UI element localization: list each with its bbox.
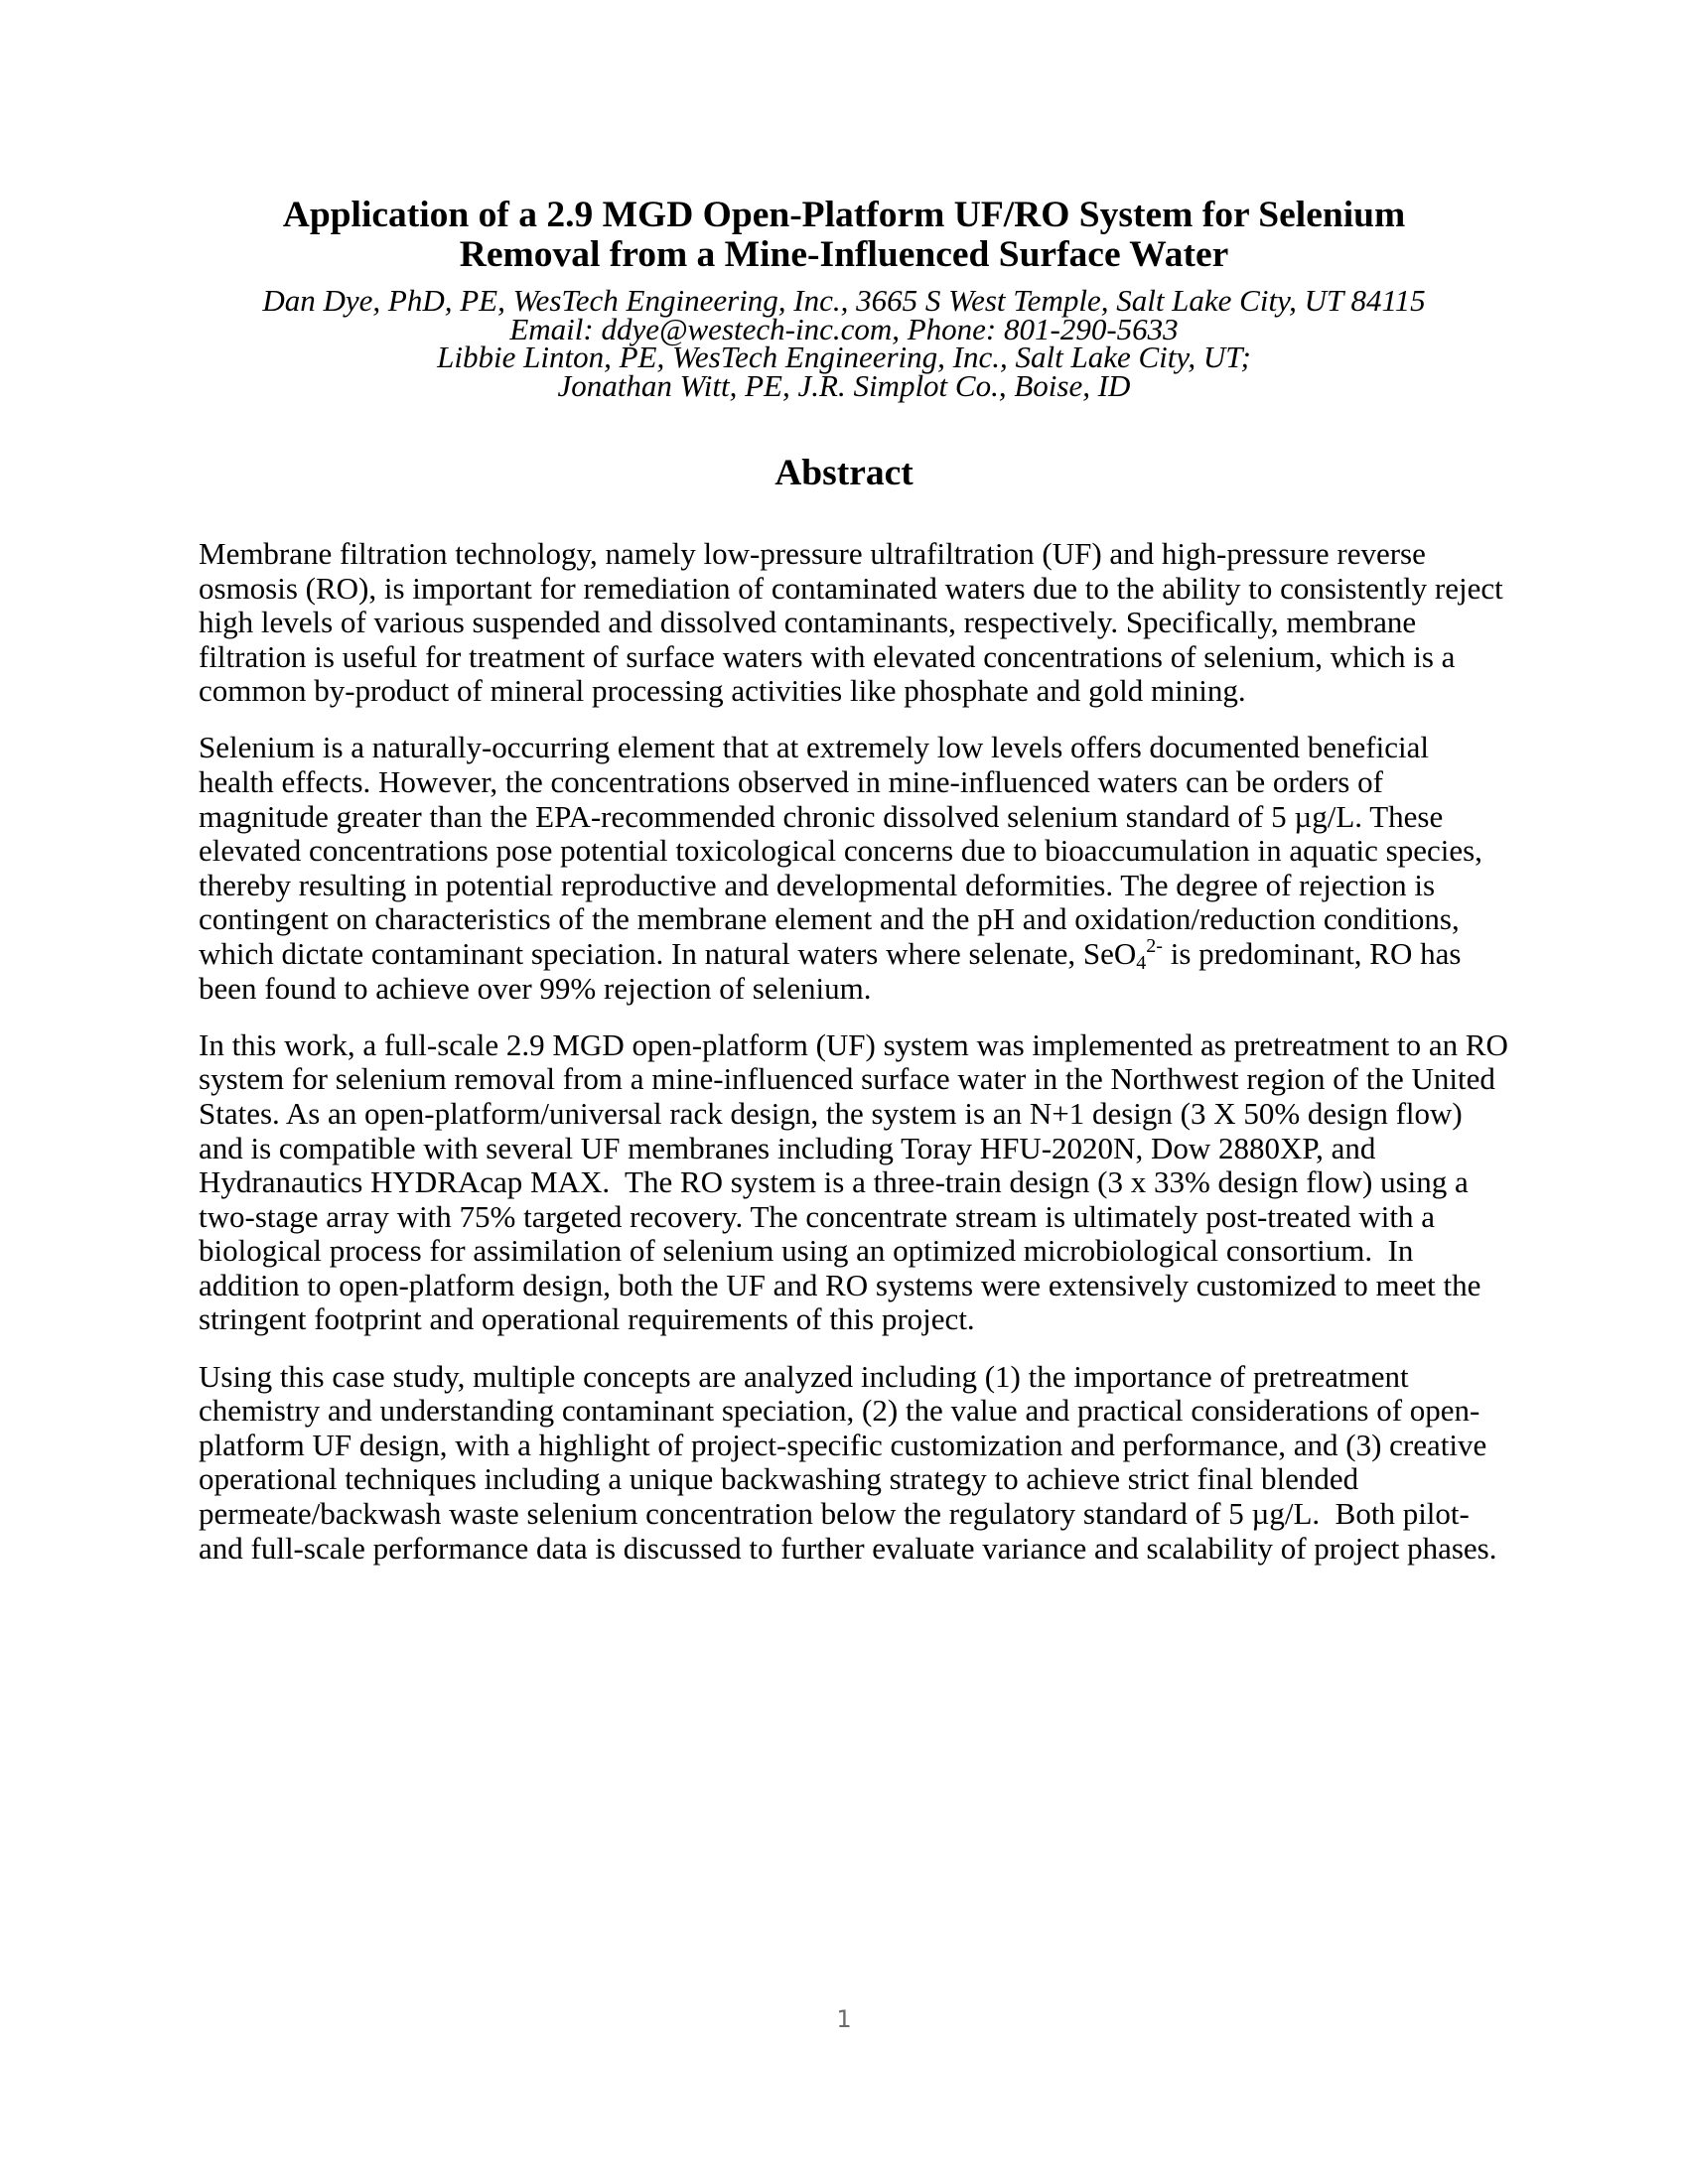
text-line: chemistry and understanding contaminant speciation, (2) the value and practical considerations of open- <box>199 1393 1480 1429</box>
text-line: filtration is useful for treatment of surface waters with elevated concentrations of selenium, which is a <box>199 638 1456 674</box>
author-line-primary: Dan Dye, PhD, PE, WesTech Engineering, Inc., 3665 S West Temple, Salt Lake City, UT 84115 <box>262 283 1426 318</box>
text-line: magnitude greater than the EPA-recommended chronic dissolved selenium standard of 5 µg/L. These <box>199 798 1444 834</box>
author-contact-line: Email: ddye@westech-inc.com, Phone: 801-290-5633 <box>509 311 1179 346</box>
text-segment: which dictate contaminant speciation. In natural waters where selenate, SeO <box>199 936 1137 972</box>
text-line: biological process for assimilation of selenium using an optimized microbiological consortium. In <box>199 1233 1414 1269</box>
text-line: Using this case study, multiple concepts are analyzed including (1) the importance of pretreatment <box>199 1358 1409 1394</box>
text-line: stringent footprint and operational requirements of this project. <box>199 1301 975 1337</box>
text-line: Hydranautics HYDRAcap MAX. The RO system is a three-train design (3 x 33% design flow) using a <box>199 1164 1469 1200</box>
paper-title-line: Removal from a Mine-Influenced Surface Water <box>459 234 1229 275</box>
text-line: thereby resulting in potential reproductive and developmental deformities. The degree of rejection is <box>199 867 1436 902</box>
text-line: two-stage array with 75% targeted recovery. The concentrate stream is ultimately post-treated with a <box>199 1198 1435 1234</box>
text-segment: is predominant, RO has <box>1162 936 1462 972</box>
paper-title <box>0 196 1688 275</box>
formula-superscript: 2- <box>1146 935 1163 958</box>
author-block <box>0 283 1688 403</box>
text-line: addition to open-platform design, both the UF and RO systems were extensively customized to meet the <box>199 1267 1481 1302</box>
paragraph-1 <box>199 536 1503 709</box>
text-line: operational techniques including a unique backwashing strategy to achieve strict final blended <box>199 1461 1359 1497</box>
text-line: system for selenium removal from a mine-influenced surface water in the Northwest region of the United <box>199 1061 1495 1097</box>
author-line: Libbie Linton, PE, WesTech Engineering, Inc., Salt Lake City, UT; <box>437 340 1251 375</box>
text-line: osmosis (RO), is important for remediation of contaminated waters due to the ability to consistently reject <box>199 570 1503 606</box>
text-line: and is compatible with several UF membranes including Toray HFU-2020N, Dow 2880XP, and <box>199 1130 1376 1165</box>
abstract-body <box>199 536 1508 1588</box>
paragraph-3 <box>199 1026 1508 1337</box>
text-line: and full-scale performance data is discussed to further evaluate variance and scalability of project phases. <box>199 1530 1497 1566</box>
text-line: been found to achieve over 99% rejection of selenium. <box>199 970 872 1006</box>
paragraph-4 <box>199 1358 1497 1567</box>
paper-title-line: Application of a 2.9 MGD Open-Platform UF/RO System for Selenium <box>282 195 1406 235</box>
text-line: Membrane filtration technology, namely low-pressure ultrafiltration (UF) and high-pressure reverse <box>199 536 1426 571</box>
text-line: In this work, a full-scale 2.9 MGD open-platform (UF) system was implemented as pretreatment to an RO <box>199 1026 1508 1062</box>
text-line: States. As an open-platform/universal rack design, the system is an N+1 design (3 X 50% design flow) <box>199 1095 1463 1131</box>
paragraph-2 <box>199 731 1489 1006</box>
text-line: Selenium is a naturally-occurring element that at extremely low levels offers documented beneficial <box>199 730 1429 765</box>
text-line: contingent on characteristics of the membrane element and the pH and oxidation/reduction conditions, <box>199 901 1460 937</box>
formula-subscript: 4 <box>1136 952 1147 975</box>
page-number: 1 <box>836 2005 852 2033</box>
author-line: Jonathan Witt, PE, J.R. Simplot Co., Boise, ID <box>557 367 1131 403</box>
text-line: high levels of various suspended and dissolved contaminants, respectively. Specifically, membrane <box>199 605 1417 640</box>
text-line: health effects. However, the concentrations observed in mine-influenced waters can be orders of <box>199 764 1383 800</box>
text-line: platform UF design, with a highlight of project-specific customization and performance, and (3) creative <box>199 1427 1487 1462</box>
text-line-with-formula <box>199 935 1489 975</box>
text-line: elevated concentrations pose potential toxicological concerns due to bioaccumulation in aquatic species, <box>199 833 1482 869</box>
abstract-heading: Abstract <box>774 453 914 493</box>
text-line: common by-product of mineral processing activities like phosphate and gold mining. <box>199 673 1246 709</box>
text-line: permeate/backwash waste selenium concentration below the regulatory standard of 5 µg/L. Both pilot- <box>199 1495 1470 1531</box>
